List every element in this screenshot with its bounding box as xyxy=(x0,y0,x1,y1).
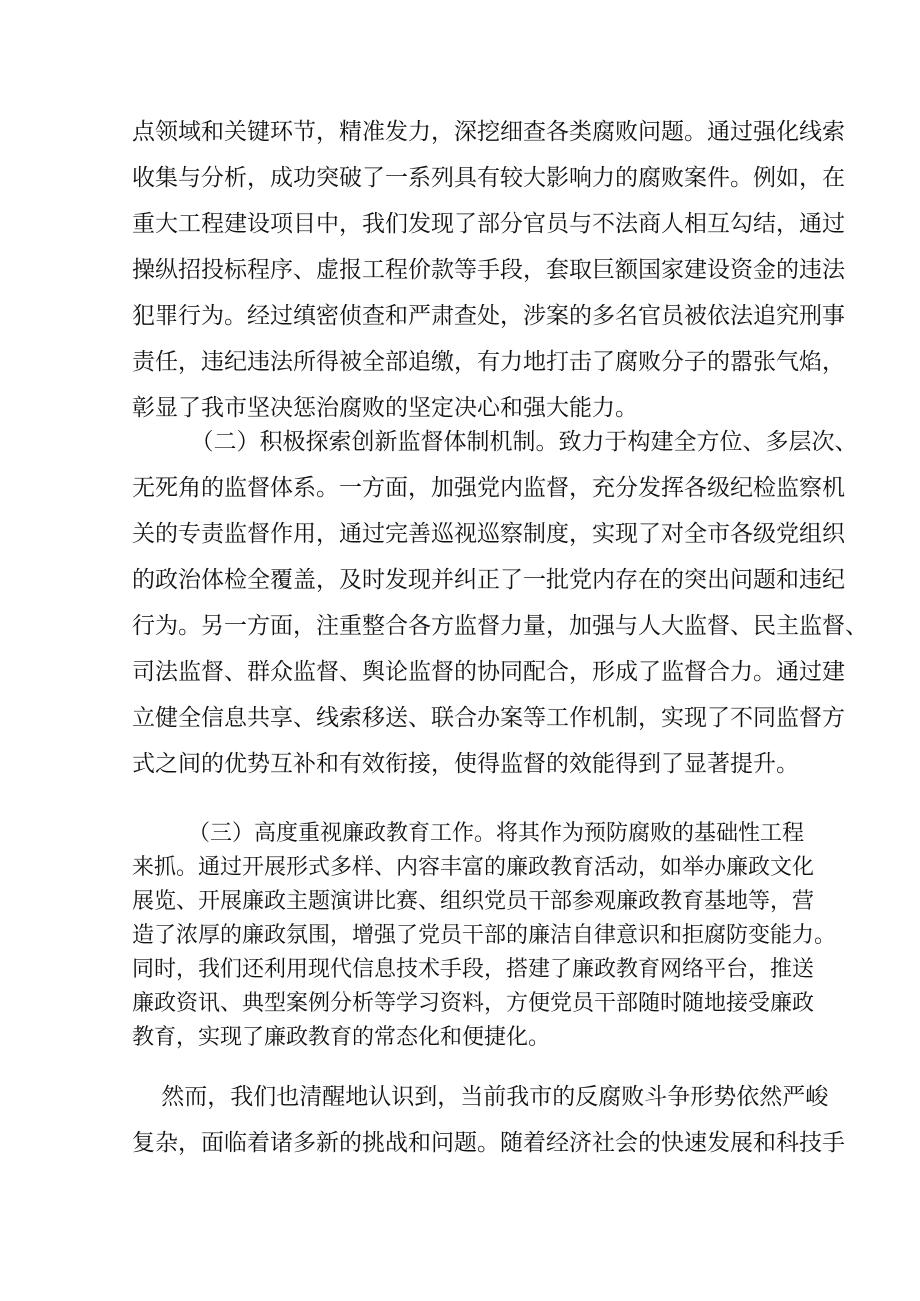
text-line: 彰显了我市坚决惩治腐败的坚定决心和强大能力。 xyxy=(132,395,638,421)
text-line: 责任，违纪违法所得被全部追缴，有力地打击了腐败分子的嚣张气焰， xyxy=(132,349,845,375)
text-line: 同时，我们还利用现代信息技术手段，搭建了廉政教育网络平台，推送 xyxy=(132,957,815,982)
text-line: 式之间的优势互补和有效衔接，使得监督的效能得到了显著提升。 xyxy=(132,751,799,777)
paragraph-integrity-education xyxy=(132,817,836,1055)
text-line: 收集与分析，成功突破了一系列具有较大影响力的腐败案件。例如，在 xyxy=(132,165,845,191)
text-line: 教育，实现了廉政教育的常态化和便捷化。 xyxy=(132,1025,551,1050)
text-line: 重大工程建设项目中，我们发现了部分官员与不法商人相互勾结，通过 xyxy=(132,211,845,237)
text-line: 复杂，面临着诸多新的挑战和问题。随着经济社会的快速发展和科技手 xyxy=(132,1130,845,1156)
text-line: （二）积极探索创新监督体制机制。致力于构建全方位、多层次、 xyxy=(132,429,858,455)
text-line: 的政治体检全覆盖，及时发现并纠正了一批党内存在的突出问题和违纪 xyxy=(132,567,845,593)
paragraph-key-cases xyxy=(132,109,845,431)
text-line: 然而，我们也清醒地认识到，当前我市的反腐败斗争形势依然严峻 xyxy=(132,1084,829,1110)
text-line: （三）高度重视廉政教育工作。将其作为预防腐败的基础性工程 xyxy=(132,821,804,846)
text-line: 行为。另一方面，注重整合各方监督力量，加强与人大监督、民主监督、 xyxy=(132,613,868,639)
paragraph-challenges xyxy=(132,1074,845,1166)
text-line: 无死角的监督体系。一方面，加强党内监督，充分发挥各级纪检监察机 xyxy=(132,475,845,501)
text-line: 犯罪行为。经过缜密侦查和严肃查处，涉案的多名官员被依法追究刑事 xyxy=(132,303,845,329)
text-line: 造了浓厚的廉政氛围，增强了党员干部的廉洁自律意识和拒腐防变能力。 xyxy=(132,923,837,948)
text-line: 廉政资讯、典型案例分析等学习资料，方便党员干部随时随地接受廉政 xyxy=(132,991,815,1016)
text-line: 立健全信息共享、线索移送、联合办案等工作机制，实现了不同监督方 xyxy=(132,705,845,731)
text-line: 展览、开展廉政主题演讲比赛、组织党员干部参观廉政教育基地等，营 xyxy=(132,889,815,914)
paragraph-supervision-system xyxy=(132,419,868,787)
text-line: 操纵招投标程序、虚报工程价款等手段，套取巨额国家建设资金的违法 xyxy=(132,257,845,283)
text-line: 来抓。通过开展形式多样、内容丰富的廉政教育活动，如举办廉政文化 xyxy=(132,855,815,880)
text-line: 点领域和关键环节，精准发力，深挖细查各类腐败问题。通过强化线索 xyxy=(132,119,845,145)
text-line: 关的专责监督作用，通过完善巡视巡察制度，实现了对全市各级党组织 xyxy=(132,521,845,547)
text-line: 司法监督、群众监督、舆论监督的协同配合，形成了监督合力。通过建 xyxy=(132,659,845,685)
